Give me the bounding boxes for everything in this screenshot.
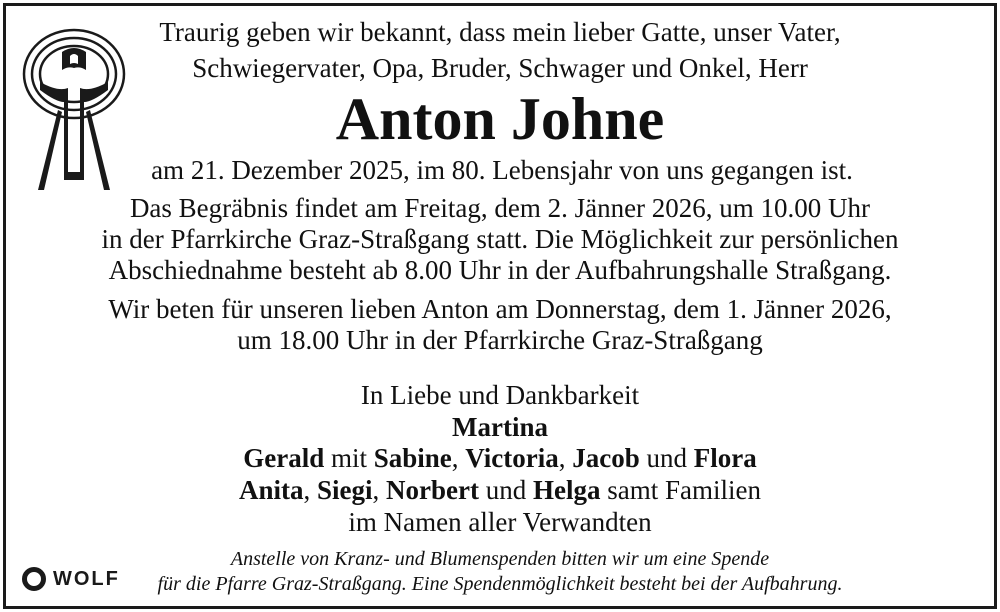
funeral-line: in der Pfarrkirche Graz-Straßgang statt. Die Möglichkeit zur persönlichen — [101, 224, 899, 254]
family-name: Anita — [239, 475, 304, 505]
intro-text — [0, 14, 1000, 86]
family-connector: und — [639, 443, 694, 473]
family-connector: mit — [324, 443, 374, 473]
intro-line: Schwiegervater, Opa, Bruder, Schwager und Onkel, Herr — [192, 53, 808, 83]
family-name: Helga — [533, 475, 601, 505]
donation-line: Anstelle von Kranz- und Blumenspenden bitten wir um eine Spende — [230, 548, 770, 570]
deceased-name: Anton Johne — [335, 86, 665, 152]
funeral-paragraph — [0, 193, 1000, 286]
family-line-3 — [0, 475, 1000, 506]
death-line-text: am 21. Dezember 2025, im 80. Lebensjahr von uns gegangen ist. — [151, 155, 853, 185]
family-line-2 — [0, 443, 1000, 474]
funeral-line: Abschiednahme besteht ab 8.00 Uhr in der Aufbahrungshalle Straßgang. — [108, 255, 892, 285]
ring-logo-icon — [22, 567, 46, 591]
donation-line: für die Pfarre Graz-Straßgang. Eine Spendenmöglichkeit besteht bei der Aufbahrung. — [157, 573, 843, 595]
brand-text: WOLF — [53, 567, 120, 590]
family-name: Norbert — [386, 475, 479, 505]
wolf-brand-logo — [22, 566, 120, 592]
closing-phrase: In Liebe und Dankbarkeit — [360, 380, 640, 410]
donation-note — [40, 547, 1000, 597]
family-line-4: im Namen aller Verwandten — [348, 507, 652, 537]
family-name: Siegi — [317, 475, 373, 505]
family-connector: , — [558, 443, 573, 473]
family-connector: , — [451, 443, 466, 473]
family-name: Jacob — [572, 443, 640, 473]
family-name: Sabine — [373, 443, 452, 473]
family-connector: samt Familien — [600, 475, 761, 505]
death-date-line — [52, 152, 1000, 188]
family-line-1 — [0, 412, 1000, 443]
family-name: Martina — [452, 412, 548, 442]
family-name: Flora — [693, 443, 757, 473]
prayer-line: Wir beten für unseren lieben Anton am Donnerstag, dem 1. Jänner 2026, — [108, 294, 892, 324]
prayer-line: um 18.00 Uhr in der Pfarrkirche Graz-Straßgang — [237, 325, 763, 355]
family-name: Gerald — [243, 443, 325, 473]
funeral-line: Das Begräbnis findet am Freitag, dem 2. Jänner 2026, um 10.00 Uhr — [129, 193, 871, 223]
family-connector: und — [479, 475, 533, 505]
intro-line: Traurig geben wir bekannt, dass mein lieber Gatte, unser Vater, — [159, 17, 841, 47]
family-name: Victoria — [465, 443, 559, 473]
family-connector: , — [303, 475, 318, 505]
prayer-paragraph — [0, 294, 1000, 356]
family-connector: , — [372, 475, 387, 505]
